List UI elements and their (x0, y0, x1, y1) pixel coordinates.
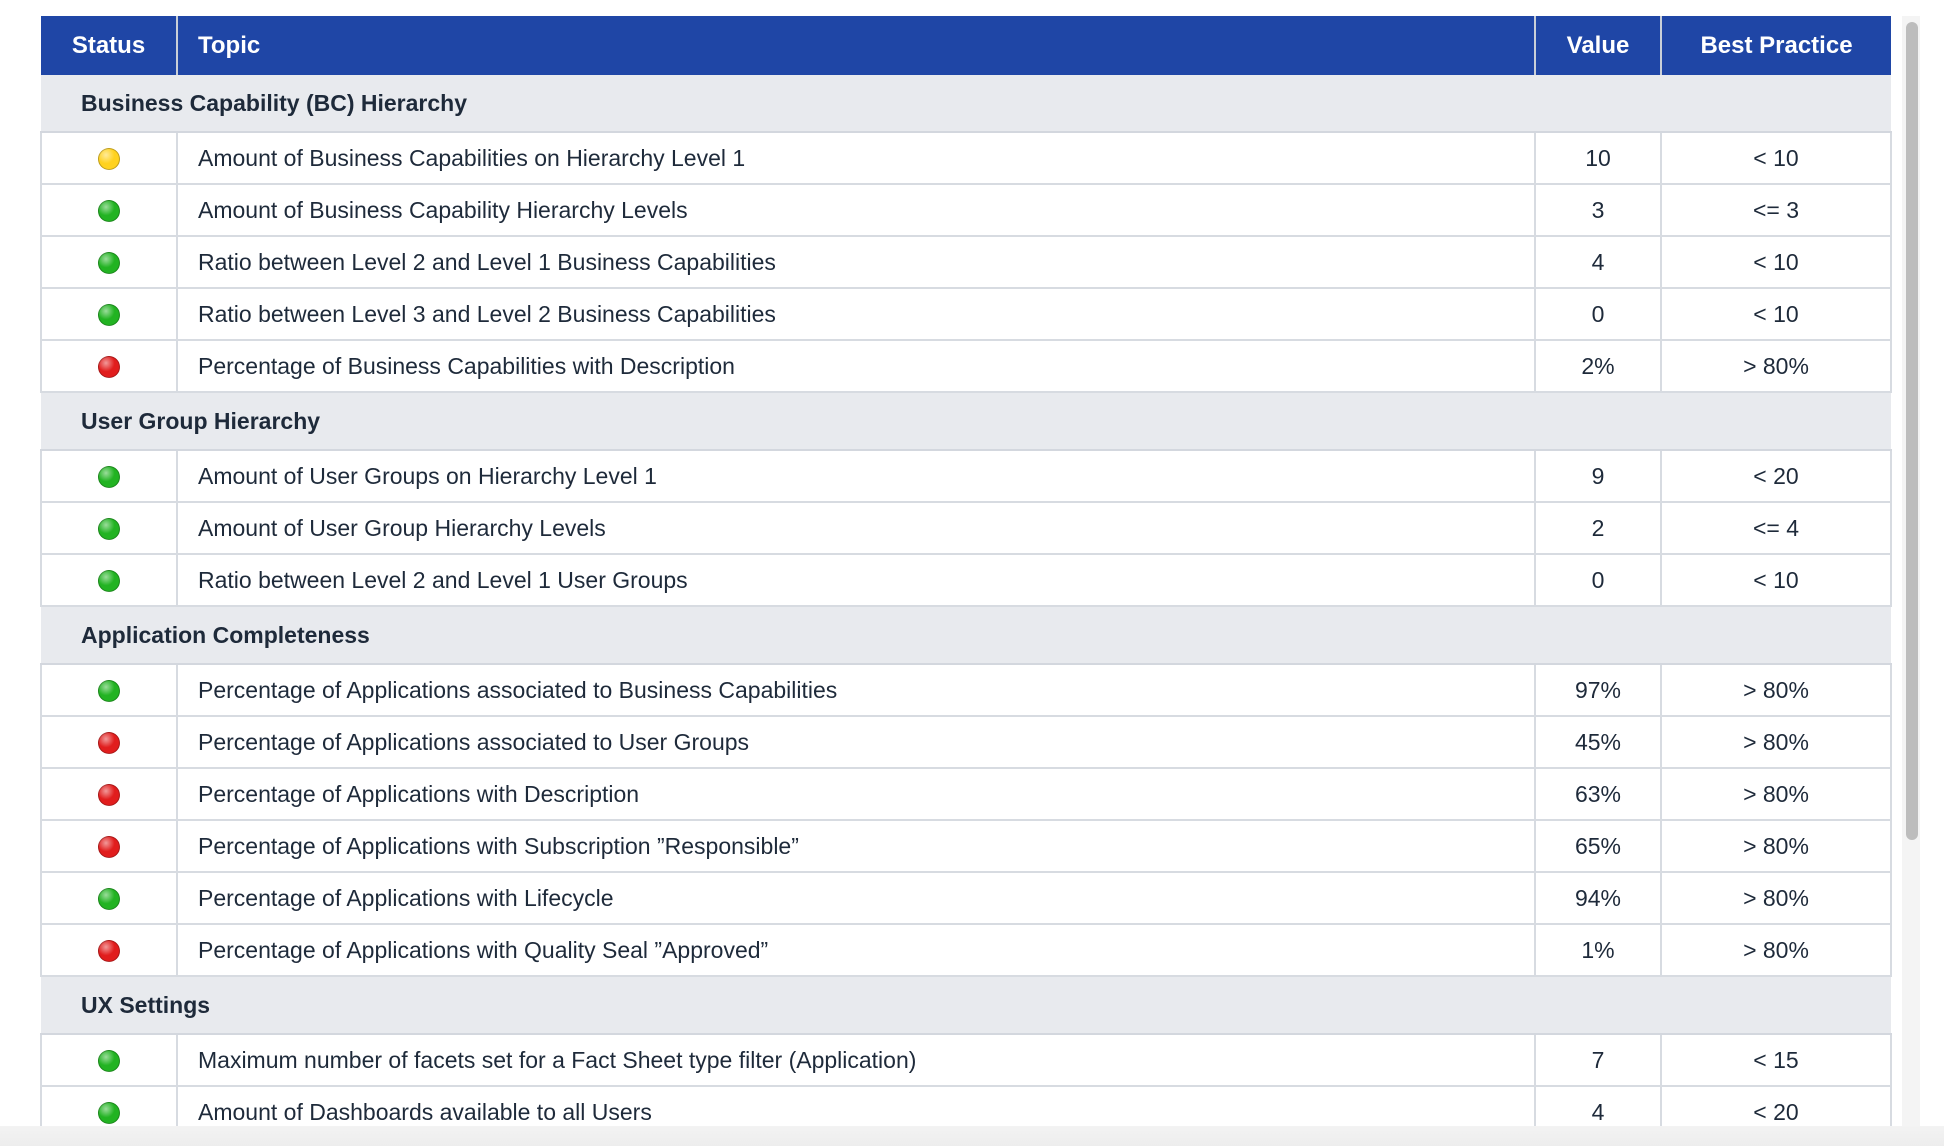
group-title: UX Settings (41, 976, 1891, 1034)
best-practice-cell: < 20 (1661, 450, 1891, 502)
value-cell: 10 (1535, 132, 1661, 184)
table-header (41, 16, 1891, 75)
best-practice-cell: < 10 (1661, 236, 1891, 288)
topic-cell: Percentage of Applications associated to Business Capabilities (177, 664, 1535, 716)
column-header-best-practice[interactable]: Best Practice (1661, 16, 1891, 75)
value-cell: 97% (1535, 664, 1661, 716)
table-row (41, 664, 1891, 716)
best-practice-cell: < 10 (1661, 554, 1891, 606)
best-practice-cell: < 10 (1661, 132, 1891, 184)
value-cell: 9 (1535, 450, 1661, 502)
group-row (41, 75, 1891, 132)
status-cell (41, 236, 177, 288)
column-header-topic[interactable]: Topic (177, 16, 1535, 75)
table-row (41, 768, 1891, 820)
status-cell (41, 1034, 177, 1086)
best-practice-cell: < 10 (1661, 288, 1891, 340)
best-practice-cell: > 80% (1661, 340, 1891, 392)
status-cell (41, 502, 177, 554)
topic-cell: Ratio between Level 2 and Level 1 Business Capabilities (177, 236, 1535, 288)
status-cell (41, 184, 177, 236)
value-cell: 2 (1535, 502, 1661, 554)
status-red-dot-icon (98, 784, 120, 806)
column-header-value[interactable]: Value (1535, 16, 1661, 75)
group-row (41, 976, 1891, 1034)
value-cell: 3 (1535, 184, 1661, 236)
column-header-status[interactable]: Status (41, 16, 177, 75)
status-green-dot-icon (98, 466, 120, 488)
best-practice-cell: <= 3 (1661, 184, 1891, 236)
scrollbar-thumb[interactable] (1906, 22, 1918, 840)
status-cell (41, 288, 177, 340)
table-row (41, 716, 1891, 768)
status-green-dot-icon (98, 252, 120, 274)
status-red-dot-icon (98, 356, 120, 378)
value-cell: 4 (1535, 1086, 1661, 1130)
best-practice-cell: < 15 (1661, 1034, 1891, 1086)
group-title: Business Capability (BC) Hierarchy (41, 75, 1891, 132)
group-row (41, 392, 1891, 450)
table-row (41, 450, 1891, 502)
topic-cell: Percentage of Business Capabilities with Description (177, 340, 1535, 392)
value-cell: 65% (1535, 820, 1661, 872)
topic-cell: Percentage of Applications with Lifecycle (177, 872, 1535, 924)
status-yellow-dot-icon (98, 148, 120, 170)
table-row (41, 924, 1891, 976)
table-row (41, 554, 1891, 606)
value-cell: 2% (1535, 340, 1661, 392)
status-cell (41, 820, 177, 872)
best-practice-cell: > 80% (1661, 872, 1891, 924)
best-practice-cell: > 80% (1661, 716, 1891, 768)
table-row (41, 1034, 1891, 1086)
status-green-dot-icon (98, 1050, 120, 1072)
value-cell: 45% (1535, 716, 1661, 768)
status-cell (41, 554, 177, 606)
best-practice-cell: > 80% (1661, 820, 1891, 872)
status-green-dot-icon (98, 518, 120, 540)
topic-cell: Ratio between Level 3 and Level 2 Business Capabilities (177, 288, 1535, 340)
value-cell: 0 (1535, 288, 1661, 340)
status-green-dot-icon (98, 304, 120, 326)
status-red-dot-icon (98, 732, 120, 754)
status-red-dot-icon (98, 940, 120, 962)
table-row (41, 340, 1891, 392)
status-cell (41, 132, 177, 184)
table-row (41, 872, 1891, 924)
table-row (41, 1086, 1891, 1130)
topic-cell: Amount of Dashboards available to all Users (177, 1086, 1535, 1130)
topic-cell: Percentage of Applications associated to User Groups (177, 716, 1535, 768)
status-red-dot-icon (98, 836, 120, 858)
value-cell: 1% (1535, 924, 1661, 976)
value-cell: 7 (1535, 1034, 1661, 1086)
topic-cell: Percentage of Applications with Quality Seal ”Approved” (177, 924, 1535, 976)
status-cell (41, 768, 177, 820)
status-green-dot-icon (98, 680, 120, 702)
status-cell (41, 450, 177, 502)
topic-cell: Ratio between Level 2 and Level 1 User Groups (177, 554, 1535, 606)
table-row (41, 502, 1891, 554)
topic-cell: Amount of Business Capabilities on Hierarchy Level 1 (177, 132, 1535, 184)
best-practice-cell: > 80% (1661, 664, 1891, 716)
status-green-dot-icon (98, 200, 120, 222)
status-cell (41, 1086, 177, 1130)
topic-cell: Percentage of Applications with Description (177, 768, 1535, 820)
best-practice-cell: <= 4 (1661, 502, 1891, 554)
topic-cell: Maximum number of facets set for a Fact Sheet type filter (Application) (177, 1034, 1535, 1086)
status-cell (41, 872, 177, 924)
topic-cell: Amount of Business Capability Hierarchy Levels (177, 184, 1535, 236)
value-cell: 0 (1535, 554, 1661, 606)
status-green-dot-icon (98, 888, 120, 910)
table-row (41, 288, 1891, 340)
best-practice-cell: < 20 (1661, 1086, 1891, 1130)
best-practice-cell: > 80% (1661, 924, 1891, 976)
table-body (41, 75, 1891, 1130)
status-cell (41, 664, 177, 716)
status-cell (41, 924, 177, 976)
topic-cell: Percentage of Applications with Subscription ”Responsible” (177, 820, 1535, 872)
table-row (41, 132, 1891, 184)
best-practice-table (40, 16, 1892, 1130)
status-green-dot-icon (98, 1102, 120, 1124)
table-row (41, 184, 1891, 236)
group-title: User Group Hierarchy (41, 392, 1891, 450)
value-cell: 4 (1535, 236, 1661, 288)
status-cell (41, 716, 177, 768)
value-cell: 94% (1535, 872, 1661, 924)
topic-cell: Amount of User Group Hierarchy Levels (177, 502, 1535, 554)
value-cell: 63% (1535, 768, 1661, 820)
table-row (41, 820, 1891, 872)
status-cell (41, 340, 177, 392)
best-practice-cell: > 80% (1661, 768, 1891, 820)
status-green-dot-icon (98, 570, 120, 592)
group-title: Application Completeness (41, 606, 1891, 664)
topic-cell: Amount of User Groups on Hierarchy Level 1 (177, 450, 1535, 502)
bottom-edge (0, 1126, 1944, 1146)
table-row (41, 236, 1891, 288)
group-row (41, 606, 1891, 664)
